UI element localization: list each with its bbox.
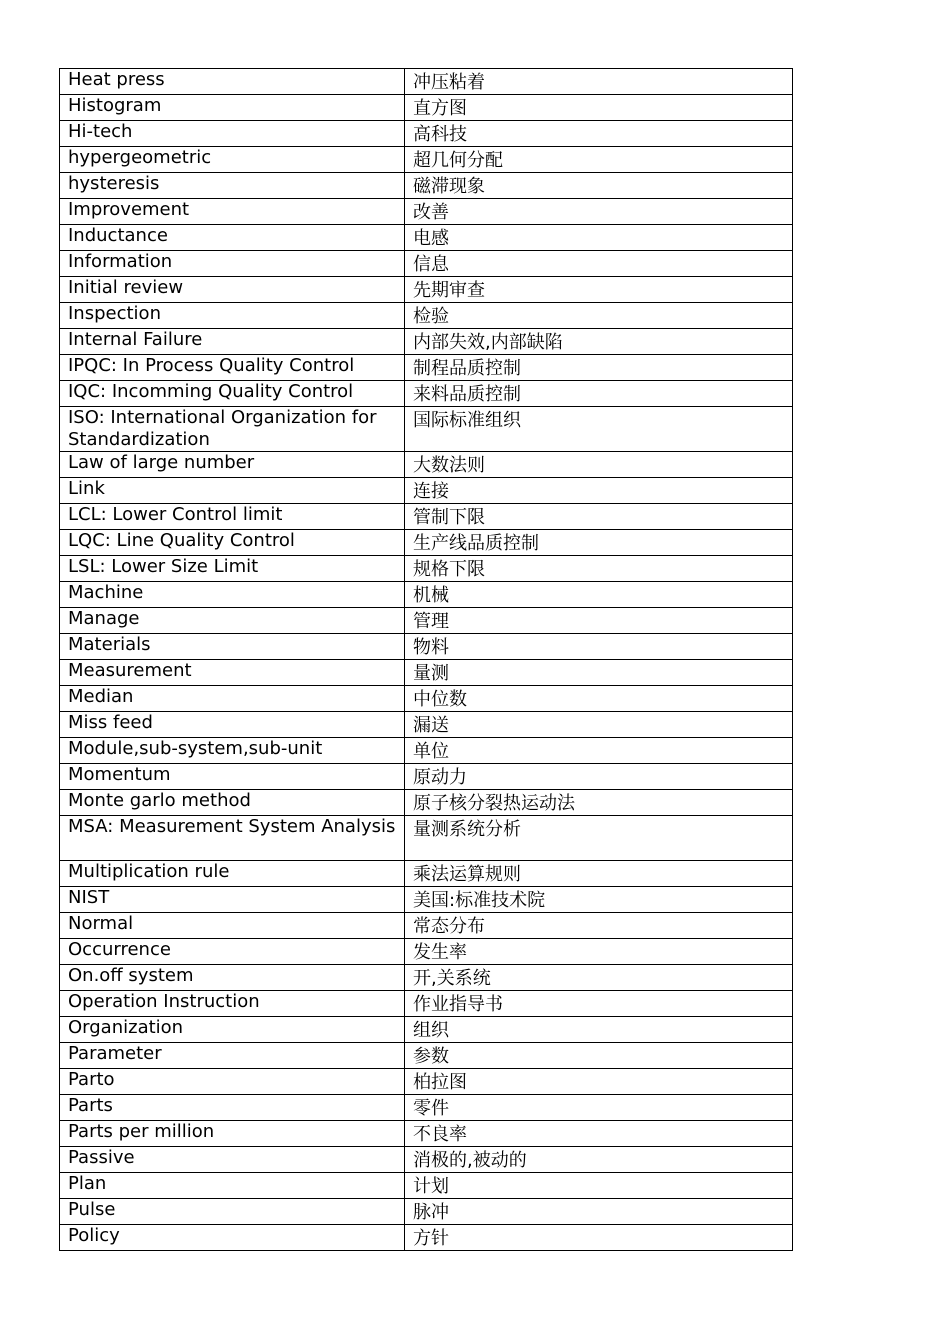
chinese-term: 零件 (405, 1095, 793, 1121)
chinese-term: 检验 (405, 303, 793, 329)
table-row (60, 582, 793, 608)
english-term: LCL: Lower Control limit (60, 504, 405, 530)
table-row (60, 173, 793, 199)
table-row (60, 121, 793, 147)
table-row (60, 277, 793, 303)
table-row (60, 816, 793, 861)
table-row (60, 738, 793, 764)
english-term: Passive (60, 1147, 405, 1173)
chinese-term: 国际标准组织 (405, 407, 793, 452)
table-row (60, 1069, 793, 1095)
chinese-term: 发生率 (405, 939, 793, 965)
chinese-term: 柏拉图 (405, 1069, 793, 1095)
english-term: Momentum (60, 764, 405, 790)
table-row (60, 965, 793, 991)
table-row (60, 69, 793, 95)
english-term: Multiplication rule (60, 861, 405, 887)
table-row (60, 303, 793, 329)
table-row (60, 634, 793, 660)
table-row (60, 913, 793, 939)
table-row (60, 530, 793, 556)
table-row (60, 608, 793, 634)
english-term: Miss feed (60, 712, 405, 738)
chinese-term: 中位数 (405, 686, 793, 712)
table-row (60, 1147, 793, 1173)
table-row (60, 1199, 793, 1225)
english-term: Machine (60, 582, 405, 608)
english-term: On.off system (60, 965, 405, 991)
chinese-term: 漏送 (405, 712, 793, 738)
chinese-term: 内部失效,内部缺陷 (405, 329, 793, 355)
table-row (60, 407, 793, 452)
table-row (60, 251, 793, 277)
chinese-term: 方针 (405, 1225, 793, 1251)
table-row (60, 504, 793, 530)
english-term: Improvement (60, 199, 405, 225)
english-term: Parts (60, 1095, 405, 1121)
english-term: Operation Instruction (60, 991, 405, 1017)
english-term: IQC: Incomming Quality Control (60, 381, 405, 407)
english-term: Measurement (60, 660, 405, 686)
table-row (60, 764, 793, 790)
english-term: Hi-tech (60, 121, 405, 147)
chinese-term: 消极的,被动的 (405, 1147, 793, 1173)
english-term: Occurrence (60, 939, 405, 965)
chinese-term: 连接 (405, 478, 793, 504)
chinese-term: 超几何分配 (405, 147, 793, 173)
table-row (60, 1043, 793, 1069)
chinese-term: 量测 (405, 660, 793, 686)
chinese-term: 制程品质控制 (405, 355, 793, 381)
chinese-term: 原子核分裂热运动法 (405, 790, 793, 816)
english-term: IPQC: In Process Quality Control (60, 355, 405, 381)
table-row (60, 95, 793, 121)
english-term: Information (60, 251, 405, 277)
chinese-term: 乘法运算规则 (405, 861, 793, 887)
english-term: Link (60, 478, 405, 504)
english-term: Internal Failure (60, 329, 405, 355)
chinese-term: 电感 (405, 225, 793, 251)
chinese-term: 改善 (405, 199, 793, 225)
english-term: MSA: Measurement System Analysis (60, 816, 405, 861)
chinese-term: 量测系统分析 (405, 816, 793, 861)
table-row (60, 478, 793, 504)
table-row (60, 452, 793, 478)
table-row (60, 355, 793, 381)
table-row (60, 790, 793, 816)
english-term: Pulse (60, 1199, 405, 1225)
english-term: ISO: International Organization for Standardization (60, 407, 405, 452)
chinese-term: 开,关系统 (405, 965, 793, 991)
glossary-table (59, 68, 793, 1251)
table-row (60, 1121, 793, 1147)
chinese-term: 单位 (405, 738, 793, 764)
chinese-term: 先期审查 (405, 277, 793, 303)
chinese-term: 冲压粘着 (405, 69, 793, 95)
chinese-term: 直方图 (405, 95, 793, 121)
chinese-term: 信息 (405, 251, 793, 277)
english-term: Monte garlo method (60, 790, 405, 816)
table-row (60, 1173, 793, 1199)
table-row (60, 887, 793, 913)
english-term: Law of large number (60, 452, 405, 478)
table-row (60, 660, 793, 686)
table-row (60, 1017, 793, 1043)
chinese-term: 磁滞现象 (405, 173, 793, 199)
english-term: LSL: Lower Size Limit (60, 556, 405, 582)
chinese-term: 参数 (405, 1043, 793, 1069)
chinese-term: 规格下限 (405, 556, 793, 582)
english-term: Organization (60, 1017, 405, 1043)
english-term: Median (60, 686, 405, 712)
chinese-term: 原动力 (405, 764, 793, 790)
table-row (60, 1225, 793, 1251)
chinese-term: 物料 (405, 634, 793, 660)
english-term: Inductance (60, 225, 405, 251)
table-row (60, 686, 793, 712)
chinese-term: 高科技 (405, 121, 793, 147)
chinese-term: 脉冲 (405, 1199, 793, 1225)
chinese-term: 计划 (405, 1173, 793, 1199)
glossary-table-body (60, 69, 793, 1251)
table-row (60, 939, 793, 965)
english-term: Plan (60, 1173, 405, 1199)
english-term: Module,sub-system,sub-unit (60, 738, 405, 764)
table-row (60, 712, 793, 738)
table-row (60, 381, 793, 407)
english-term: NIST (60, 887, 405, 913)
table-row (60, 147, 793, 173)
english-term: Inspection (60, 303, 405, 329)
chinese-term: 管理 (405, 608, 793, 634)
chinese-term: 作业指导书 (405, 991, 793, 1017)
table-row (60, 329, 793, 355)
table-row (60, 861, 793, 887)
english-term: LQC: Line Quality Control (60, 530, 405, 556)
english-term: Heat press (60, 69, 405, 95)
chinese-term: 机械 (405, 582, 793, 608)
english-term: Parts per million (60, 1121, 405, 1147)
english-term: Normal (60, 913, 405, 939)
english-term: hysteresis (60, 173, 405, 199)
chinese-term: 组织 (405, 1017, 793, 1043)
table-row (60, 1095, 793, 1121)
chinese-term: 来料品质控制 (405, 381, 793, 407)
english-term: Materials (60, 634, 405, 660)
chinese-term: 常态分布 (405, 913, 793, 939)
chinese-term: 大数法则 (405, 452, 793, 478)
table-row (60, 225, 793, 251)
english-term: Histogram (60, 95, 405, 121)
chinese-term: 管制下限 (405, 504, 793, 530)
english-term: hypergeometric (60, 147, 405, 173)
english-term: Policy (60, 1225, 405, 1251)
table-row (60, 991, 793, 1017)
chinese-term: 生产线品质控制 (405, 530, 793, 556)
chinese-term: 不良率 (405, 1121, 793, 1147)
chinese-term: 美国:标准技术院 (405, 887, 793, 913)
english-term: Parto (60, 1069, 405, 1095)
english-term: Manage (60, 608, 405, 634)
english-term: Initial review (60, 277, 405, 303)
english-term: Parameter (60, 1043, 405, 1069)
table-row (60, 556, 793, 582)
table-row (60, 199, 793, 225)
